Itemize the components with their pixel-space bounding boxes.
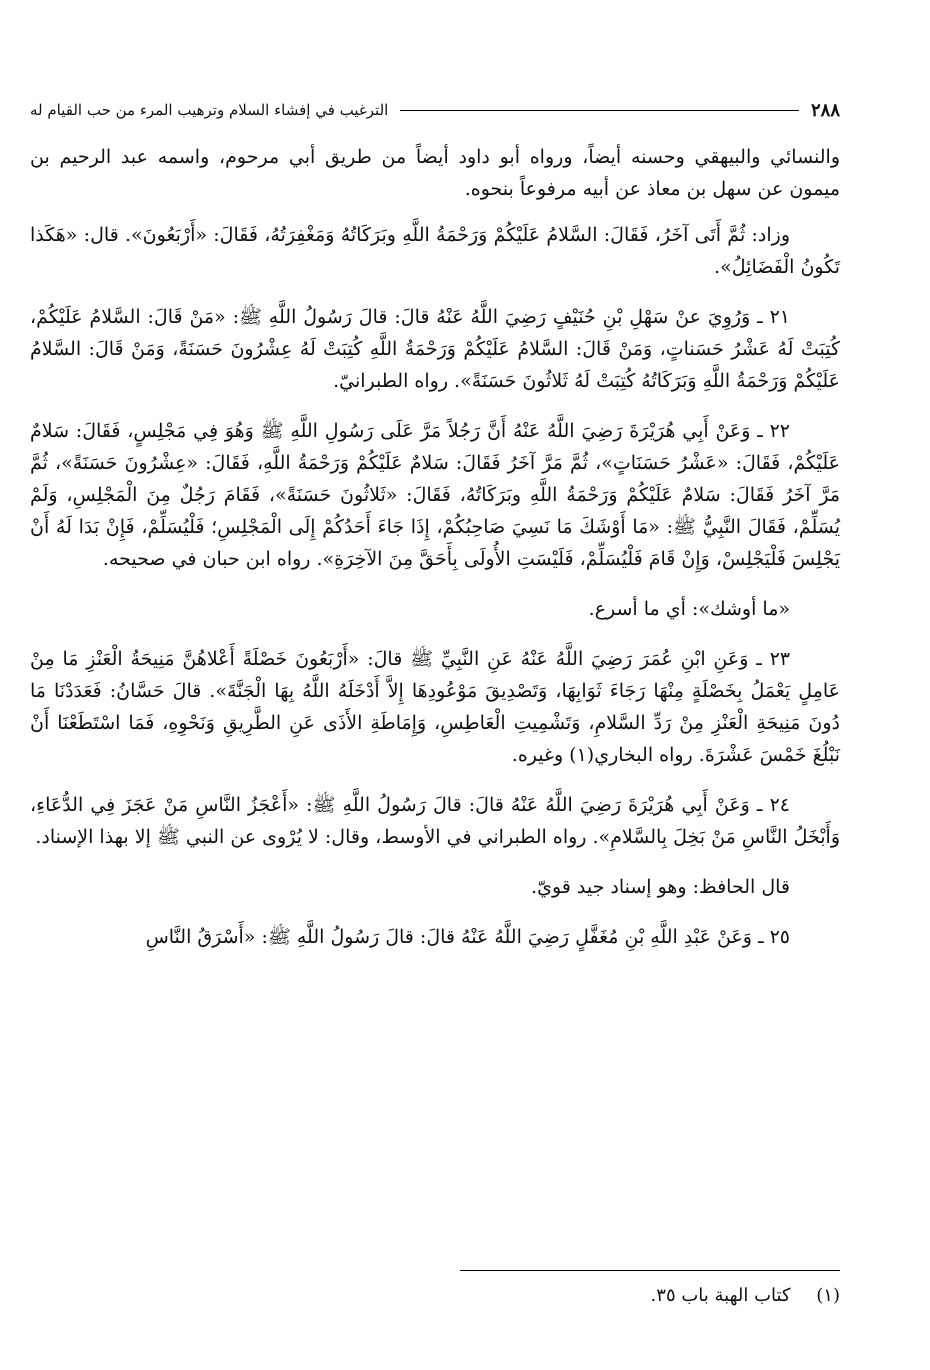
paragraph-continuation: والنسائي والبيهقي وحسنه أيضاً، ورواه أبو داود أيضاً من طريق أبي مرحوم، واسمه عبد الرحيم بن ميمون عن سهل بن معاذ عن أبيه مرفوعاً بنحوه. [30, 146, 840, 200]
footnote-text: كتاب الهبة باب ٣٥. [650, 1285, 791, 1306]
hadith-22: ٢٢ ـ وَعَنْ أَبِي هُرَيْرَةَ رَضِيَ اللَّهُ عَنْهُ أَنَّ رَجُلاً مَرَّ عَلَى رَسُولِ اللَّهِ ﷺ وَهُوَ فِي مَجْلِسٍ، فَقَالَ: سَلامٌ عَلَيْكُمْ، فَقَالَ: «عَشْرُ حَسَنَاتٍ»، ثُمَّ مَرَّ آخَرُ فَقَالَ: سَلامٌ عَلَيْكُمْ وَرَحْمَةُ اللَّهِ، فَقَالَ: «عِشْرُونَ حَسَنَةً»، ثُمَّ مَرَّ آخَرُ فَقَالَ: سَلامٌ عَلَيْكُمْ وَرَحْمَةُ اللَّهِ وبَرَكَاتُهُ، فَقَالَ: «ثَلاثُونَ حَسَنَةً»، فَقَامَ رَجُلٌ مِنَ الْمَجْلِسِ، وَلَمْ يُسَلِّمْ، فَقَالَ النَّبِيُّ ﷺ: «مَا أَوْشَكَ مَا نَسِيَ صَاحِبُكُمْ، إِذَا جَاءَ أَحَدُكُمْ إِلَى الْمَجْلِسِ؛ فَلْيُسَلِّمْ، فَإِنْ بَدَا لَهُ أَنْ يَجْلِسَ فَلْيَجْلِسْ، وَإِنْ قَامَ فَلْيُسَلِّمْ، فَلَيْسَتِ الأُولَى بِأَحَقَّ مِنَ الآخِرَةِ». رواه ابن حبان في صحيحه. [30, 420, 840, 570]
running-title: الترغيب في إفشاء السلام وترهيب المرء من حب القيام له [30, 101, 389, 119]
hadith-24: ٢٤ ـ وَعَنْ أَبِي هُرَيْرَةَ رَضِيَ اللَّهُ عَنْهُ قالَ: قالَ رَسُولُ اللَّهِ ﷺ: «أَعْجَزُ النَّاسِ مَنْ عَجَزَ فِي الدُّعَاءِ، وَأَبْخَلُ النَّاسِ مَنْ بَخِلَ بِالسَّلامِ». رواه الطبراني في الأوسط، وقال: لا يُرْوى عن النبي ﷺ إلا بهذا الإسناد. [30, 794, 840, 848]
footnote [30, 1285, 840, 1306]
hadith-21: ٢١ ـ وَرُوِيَ عنْ سَهْلِ بْنِ حُنَيْفٍ رَضِيَ اللَّهُ عَنْهُ قالَ: قالَ رَسُولُ اللَّهِ ﷺ: «مَنْ قَالَ: السَّلامُ عَلَيْكُمْ، كُتِبَتْ لَهُ عَشْرُ حَسَناتٍ، وَمَنْ قَالَ: السَّلامُ عَلَيْكُمْ وَرَحْمَةُ اللَّهِ كُتِبَتْ لَهُ عِشْرُونَ حَسَنَةً، وَمَنْ قَالَ: السَّلامُ عَلَيْكُمْ وَرَحْمَةُ اللَّهِ وَبَرَكَاتُهُ كُتِبَتْ لَهُ ثَلاثُونَ حَسَنَةً». رواه الطبرانيّ. [30, 306, 840, 392]
page-header [30, 95, 840, 125]
header-rule [400, 110, 799, 111]
footnote-rule [460, 1270, 840, 1271]
hadith-25: ٢٥ ـ وَعَنْ عَبْدِ اللَّهِ بْنِ مُغَفَّلٍ رَضِيَ اللَّهُ عَنْهُ قالَ: قالَ رَسُولُ اللَّهِ ﷺ: «أَسْرَقُ النَّاسِ [145, 926, 790, 948]
book-page [30, 95, 840, 1325]
page-number: ٢٨٨ [810, 99, 840, 121]
paragraph-addition: وزاد: ثُمَّ أَتَى آخَرُ، فَقَالَ: السَّلامُ عَلَيْكُمْ وَرَحْمَةُ اللَّهِ وبَرَكَاتُهُ وَمَغْفِرَتُهُ، فَقَالَ: «أَرْبَعُونَ». قال: «هَكَذا تَكُونُ الْفَضَائِلُ». [30, 224, 840, 278]
hafiz-comment: قال الحافظ: وهو إسناد جيد قويّ. [531, 876, 790, 898]
footnote-number: (١) [816, 1285, 840, 1306]
page-body [30, 141, 840, 971]
gloss-note: «ما أوشك»: أي ما أسرع. [588, 598, 790, 620]
hadith-23: ٢٣ ـ وَعَنِ ابْنِ عُمَرَ رَضِيَ اللَّهُ عَنْهُ عَنِ النَّبِيِّ ﷺ قالَ: «أَرْبَعُونَ خَصْلَةً أَعْلاهُنَّ مَنِيحَةُ الْعَنْزِ مَا مِنْ عَامِلٍ يَعْمَلُ بِخَصْلَةٍ مِنْهَا رَجَاءَ ثَوَابِهَا، وَتَصْدِيقَ مَوْعُودِهَا إِلاَّ أَدْخَلَهُ اللَّهُ بِهَا الْجَنَّةَ». قالَ حَسَّانُ: فَعَدَدْنَا مَا دُونَ مَنِيحَةِ الْعَنْزِ مِنْ رَدِّ السَّلامِ، وَتَشْمِيتِ الْعَاطِسِ، وَإِمَاطَةِ الأَذَى عَنِ الطَّرِيقِ وَنَحْوِهِ، فَمَا اسْتَطَعْنَا أَنْ نَبْلُغَ خَمْسَ عَشْرَةَ. رواه البخاري(١) وغيره. [30, 648, 840, 766]
